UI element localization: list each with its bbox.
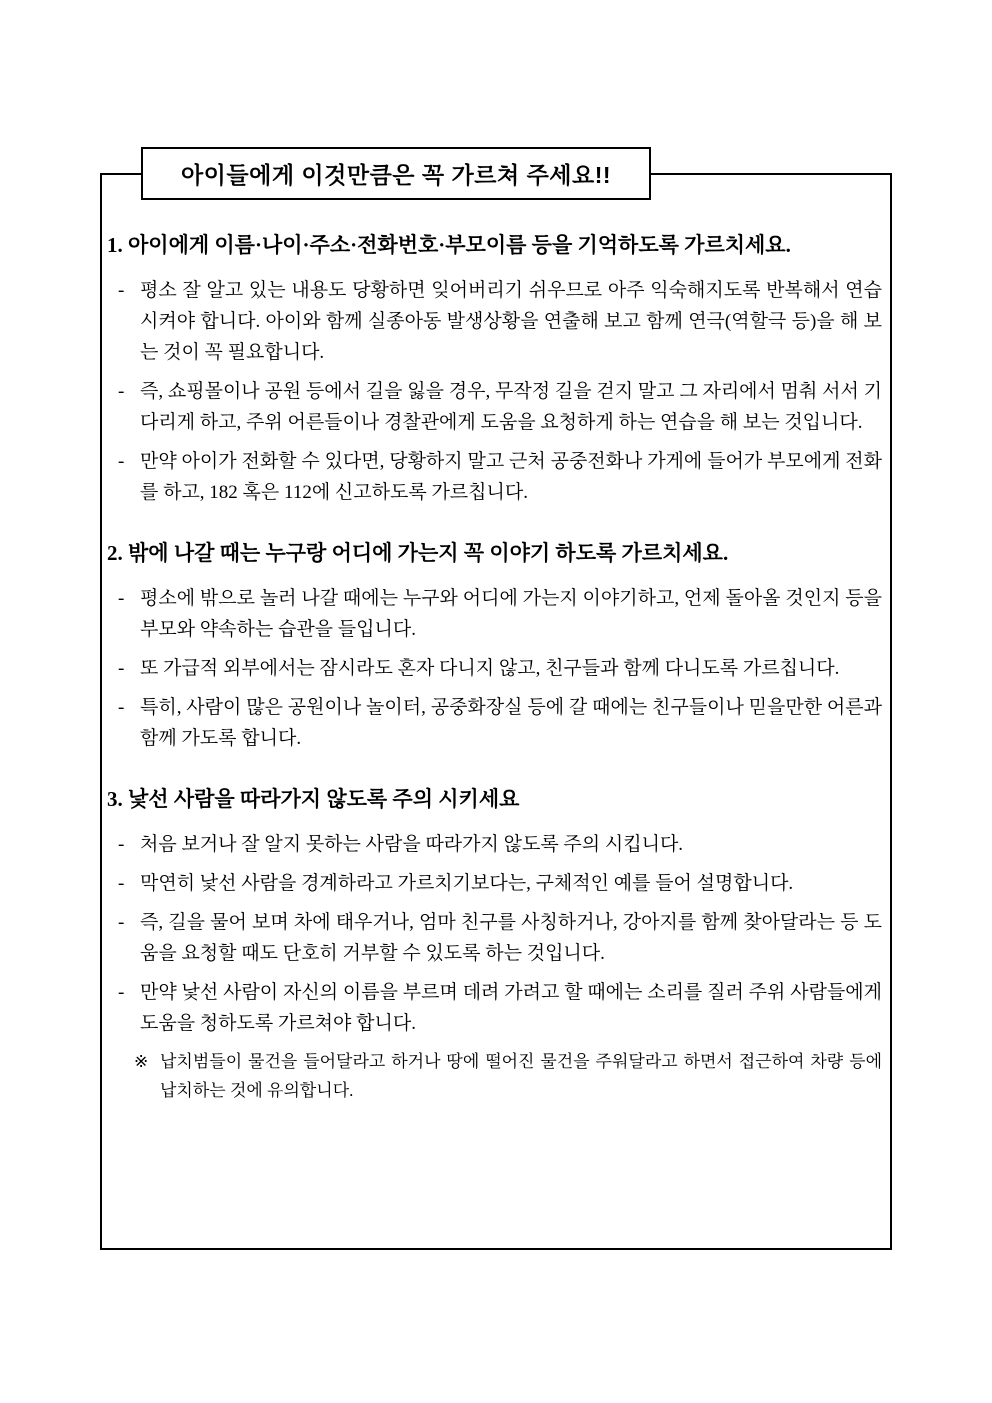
bullet-item xyxy=(107,376,882,438)
note-text: 납치범들이 물건을 들어달라고 하거나 땅에 떨어진 물건을 주워달라고 하면서 접근하여 차량 등에 납치하는 것에 유의합니다. xyxy=(160,1052,882,1100)
page-title: 아이들에게 이것만큼은 꼭 가르쳐 주세요!! xyxy=(180,162,612,188)
section-3-heading: 3. 낯선 사람을 따라가지 않도록 주의 시키세요 xyxy=(107,787,520,811)
section-1 xyxy=(107,230,882,508)
dash-marker: - xyxy=(118,280,125,301)
dash-marker: - xyxy=(118,588,125,609)
bullet-text: 처음 보거나 잘 알지 못하는 사람을 따라가지 않도록 주의 시킵니다. xyxy=(140,834,684,855)
dash-marker: - xyxy=(118,697,125,718)
section-3 xyxy=(107,784,882,1105)
section-2-heading: 2. 밖에 나갈 때는 누구랑 어디에 가는지 꼭 이야기 하도록 가르치세요. xyxy=(107,541,729,565)
dash-marker: - xyxy=(118,381,125,402)
bullet-text: 즉, 쇼핑몰이나 공원 등에서 길을 잃을 경우, 무작정 길을 걷지 말고 그 자리에서 멈춰 서서 기다리게 하고, 주위 어른들이나 경찰관에게 도움을 요청하게 하는 연습을 해 보는 것입니다. xyxy=(140,381,882,433)
bullet-item xyxy=(107,692,882,754)
bullet-item xyxy=(107,868,882,899)
dash-marker: - xyxy=(118,658,125,679)
bullet-item xyxy=(107,275,882,368)
content-border-box xyxy=(100,173,892,1250)
bullet-item xyxy=(107,446,882,508)
bullet-item xyxy=(107,829,882,860)
bullet-text: 평소 잘 알고 있는 내용도 당황하면 잊어버리기 쉬우므로 아주 익숙해지도록 반복해서 연습시켜야 합니다. 아이와 함께 실종아동 발생상황을 연출해 보고 함께 연극(역할극 등)을 해 보는 것이 꼭 필요합니다. xyxy=(140,280,882,363)
dash-marker: - xyxy=(118,912,125,933)
caution-note xyxy=(107,1047,882,1105)
title-box xyxy=(141,147,651,200)
dash-marker: - xyxy=(118,982,125,1003)
bullet-item xyxy=(107,977,882,1039)
bullet-item xyxy=(107,653,882,684)
bullet-text: 또 가급적 외부에서는 잠시라도 혼자 다니지 않고, 친구들과 함께 다니도록 가르칩니다. xyxy=(140,658,840,679)
bullet-text: 만약 아이가 전화할 수 있다면, 당황하지 말고 근처 공중전화나 가게에 들어가 부모에게 전화를 하고, 182 혹은 112에 신고하도록 가르칩니다. xyxy=(140,451,882,503)
bullet-text: 만약 낯선 사람이 자신의 이름을 부르며 데려 가려고 할 때에는 소리를 질러 주위 사람들에게 도움을 청하도록 가르쳐야 합니다. xyxy=(140,982,882,1034)
bullet-text: 막연히 낯선 사람을 경계하라고 가르치기보다는, 구체적인 예를 들어 설명합니다. xyxy=(140,873,794,894)
section-1-heading: 1. 아이에게 이름·나이·주소·전화번호·부모이름 등을 기억하도록 가르치세요. xyxy=(107,233,791,257)
bullet-text: 특히, 사람이 많은 공원이나 놀이터, 공중화장실 등에 갈 때에는 친구들이나 믿을만한 어른과 함께 가도록 합니다. xyxy=(140,697,882,749)
dash-marker: - xyxy=(118,834,125,855)
section-2 xyxy=(107,538,882,754)
bullet-text: 즉, 길을 물어 보며 차에 태우거나, 엄마 친구를 사칭하거나, 강아지를 함께 찾아달라는 등 도움을 요청할 때도 단호히 거부할 수 있도록 하는 것입니다. xyxy=(140,912,882,964)
document-content xyxy=(107,175,882,1105)
bullet-item xyxy=(107,583,882,645)
bullet-item xyxy=(107,907,882,969)
bullet-text: 평소에 밖으로 놀러 나갈 때에는 누구와 어디에 가는지 이야기하고, 언제 돌아올 것인지 등을 부모와 약속하는 습관을 들입니다. xyxy=(140,588,882,640)
dash-marker: - xyxy=(118,873,125,894)
reference-mark-icon: ※ xyxy=(134,1052,149,1071)
dash-marker: - xyxy=(118,451,125,472)
